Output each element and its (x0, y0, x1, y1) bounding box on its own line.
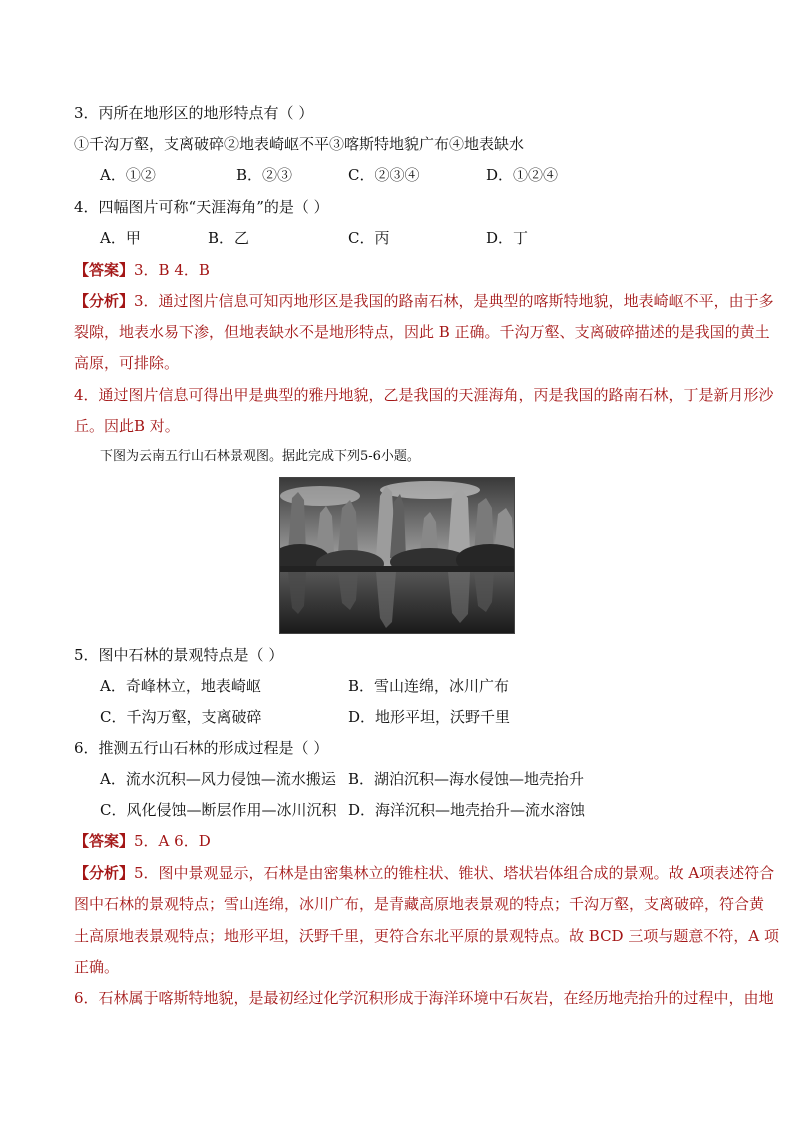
q6-option-c: C．风化侵蚀—断层作用—冰川沉积 (100, 801, 337, 819)
q6-option-a: A．流水沉积—风力侵蚀—流水搬运 (100, 770, 336, 788)
q5-option-b: B．雪山连绵，冰川广布 (348, 677, 510, 695)
q5-stem: 5．图中石林的景观特点是（ ） (74, 646, 284, 664)
answer-text: 5．A 6．D (134, 832, 211, 850)
analysis-3-line1 (74, 291, 774, 311)
analysis-text: 3．通过图片信息可知丙地形区是我国的路南石林，是典型的喀斯特地貌，地表崎岖不平，由于多 (134, 292, 774, 310)
q3-stem: 3．丙所在地形区的地形特点有（ ） (74, 104, 314, 122)
q3-option-d: D．①②④ (486, 166, 559, 184)
analysis-5-line3: 土高原地表景观特点；地形平坦，沃野千里，更符合东北平原的景观特点。故 BCD 三项与题意不符，A 项 (74, 927, 779, 945)
q3-option-a: A．①② (100, 166, 156, 184)
figure-intro: 下图为云南五行山石林景观图。据此完成下列5-6小题。 (100, 449, 420, 464)
analysis-tag: 【分析】 (74, 292, 135, 310)
answer-3-4 (74, 260, 724, 280)
q6-option-b: B．湖泊沉积—海水侵蚀—地壳抬升 (348, 770, 585, 788)
analysis-4-line2: 丘。因此B 对。 (74, 417, 180, 435)
q4-option-a: A．甲 (100, 229, 141, 247)
analysis-5-line4: 正确。 (74, 958, 120, 976)
q5-option-c: C．千沟万壑，支离破碎 (100, 708, 262, 726)
q5-option-d: D．地形平坦，沃野千里 (348, 708, 511, 726)
q4-stem: 4．四幅图片可称“天涯海角”的是（ ） (74, 198, 329, 216)
analysis-6-line1: 6．石林属于喀斯特地貌，是最初经过化学沉积形成于海洋环境中石灰岩，在经历地壳抬升的过程中，由地 (74, 989, 774, 1007)
q3-option-c: C．②③④ (348, 166, 420, 184)
analysis-3-line3: 高原，可排除。 (74, 354, 180, 372)
q4-option-c: C．丙 (348, 229, 390, 247)
analysis-text: 5．图中景观显示，石林是由密集林立的锥柱状、锥状、塔状岩体组合成的景观。故 A项表述符合 (134, 864, 775, 882)
answer-tag: 【答案】 (74, 261, 135, 279)
q5-option-a: A．奇峰林立，地表崎岖 (100, 677, 261, 695)
q6-stem: 6．推测五行山石林的形成过程是（ ） (74, 739, 329, 757)
analysis-tag: 【分析】 (74, 864, 135, 882)
analysis-4-line1: 4．通过图片信息可得出甲是典型的雅丹地貌，乙是我国的天涯海角，丙是我国的路南石林，丁是新月形沙 (74, 386, 774, 404)
answer-tag: 【答案】 (74, 832, 135, 850)
analysis-3-line2: 裂隙，地表水易下渗，但地表缺水不是地形特点，因此 B 正确。千沟万壑、支离破碎描述的是我国的黄土 (74, 323, 770, 341)
answer-text: 3．B 4．B (134, 261, 210, 279)
analysis-5-line2: 图中石林的景观特点；雪山连绵，冰川广布，是青藏高原地表景观的特点；千沟万壑，支离破碎，符合黄 (74, 895, 765, 913)
q3-clues: ①千沟万壑，支离破碎②地表崎岖不平③喀斯特地貌广布④地表缺水 (74, 135, 525, 153)
q3-option-b: B．②③ (236, 166, 293, 184)
answer-5-6 (74, 831, 724, 851)
q4-option-d: D．丁 (486, 229, 529, 247)
analysis-5-line1 (74, 863, 775, 883)
q4-option-b: B．乙 (208, 229, 250, 247)
stone-forest-photo (279, 477, 515, 634)
q6-option-d: D．海洋沉积—地壳抬升—流水溶蚀 (348, 801, 586, 819)
